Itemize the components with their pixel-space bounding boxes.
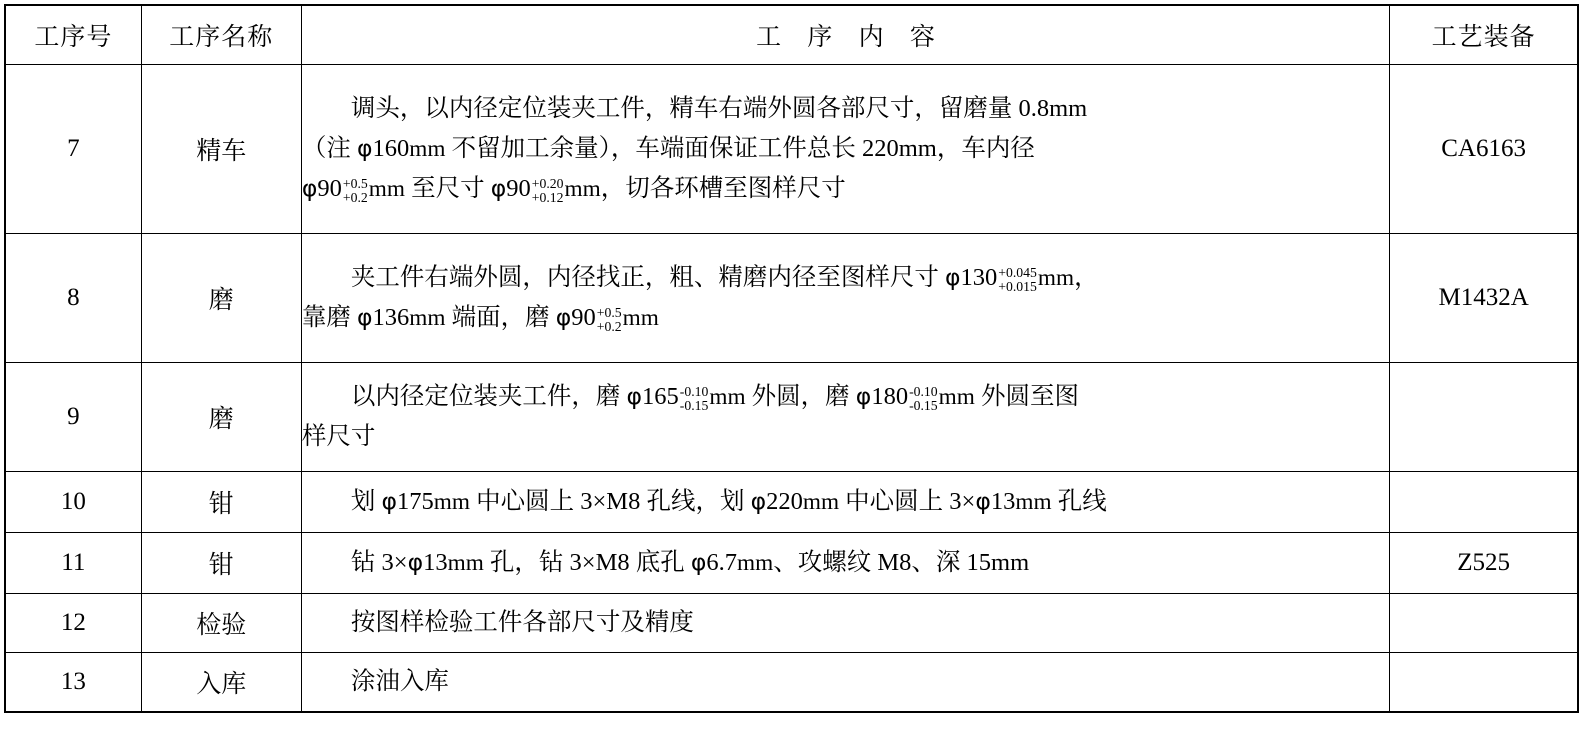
process-card-sheet (0, 4, 1583, 753)
cell-process-no: 7 (5, 65, 141, 234)
table-header (5, 5, 1578, 65)
table-row (5, 594, 1578, 653)
cell-process-content: 调头，以内径定位装夹工件，精车右端外圆各部尺寸，留磨量 0.8mm （注 φ160mm 不留加工余量），车端面保证工件总长 220mm，车内径 φ90 +0.5 +0.2 mm 至尺寸 φ90 +0.20 +0.12 mm，切各环槽至图样尺寸 (301, 65, 1389, 234)
cell-process-name: 精车 (141, 65, 301, 234)
cell-process-content: 夹工件右端外圆，内径找正，粗、精磨内径至图样尺寸 φ130 +0.045 +0.015 mm， 靠磨 φ136mm 端面，磨 φ90 +0.5 +0.2 mm (301, 234, 1389, 363)
cell-process-name: 检验 (141, 594, 301, 653)
cell-process-name: 钳 (141, 472, 301, 533)
cell-process-no: 8 (5, 234, 141, 363)
cell-process-no: 11 (5, 533, 141, 594)
process-table (4, 4, 1579, 713)
header-equipment: 工艺装备 (1390, 5, 1578, 65)
cell-equipment (1390, 653, 1578, 713)
cell-process-name: 钳 (141, 533, 301, 594)
table-row (5, 363, 1578, 472)
cell-equipment: Z525 (1390, 533, 1578, 594)
cell-equipment (1390, 472, 1578, 533)
table-header-row (5, 5, 1578, 65)
cell-process-name: 磨 (141, 234, 301, 363)
table-body (5, 65, 1578, 713)
table-row (5, 472, 1578, 533)
cell-equipment: CA6163 (1390, 65, 1578, 234)
cell-process-no: 10 (5, 472, 141, 533)
table-row (5, 653, 1578, 713)
cell-equipment (1390, 363, 1578, 472)
cell-equipment: M1432A (1390, 234, 1578, 363)
cell-process-content: 按图样检验工件各部尺寸及精度 (301, 594, 1389, 653)
cell-process-no: 12 (5, 594, 141, 653)
header-process-no: 工序号 (5, 5, 141, 65)
cell-process-no: 13 (5, 653, 141, 713)
table-row (5, 533, 1578, 594)
cell-process-content: 划 φ175mm 中心圆上 3×M8 孔线，划 φ220mm 中心圆上 3×φ13mm 孔线 (301, 472, 1389, 533)
cell-process-content: 以内径定位装夹工件，磨 φ165 -0.10 -0.15 mm 外圆，磨 φ180 -0.10 -0.15 mm 外圆至图 样尺寸 (301, 363, 1389, 472)
cell-process-name: 入库 (141, 653, 301, 713)
cell-process-no: 9 (5, 363, 141, 472)
cell-process-content: 涂油入库 (301, 653, 1389, 713)
cell-equipment (1390, 594, 1578, 653)
table-row (5, 234, 1578, 363)
cell-process-name: 磨 (141, 363, 301, 472)
header-process-content: 工 序 内 容 (301, 5, 1389, 65)
cell-process-content: 钻 3×φ13mm 孔，钻 3×M8 底孔 φ6.7mm、攻螺纹 M8、深 15mm (301, 533, 1389, 594)
table-row (5, 65, 1578, 234)
header-process-name: 工序名称 (141, 5, 301, 65)
